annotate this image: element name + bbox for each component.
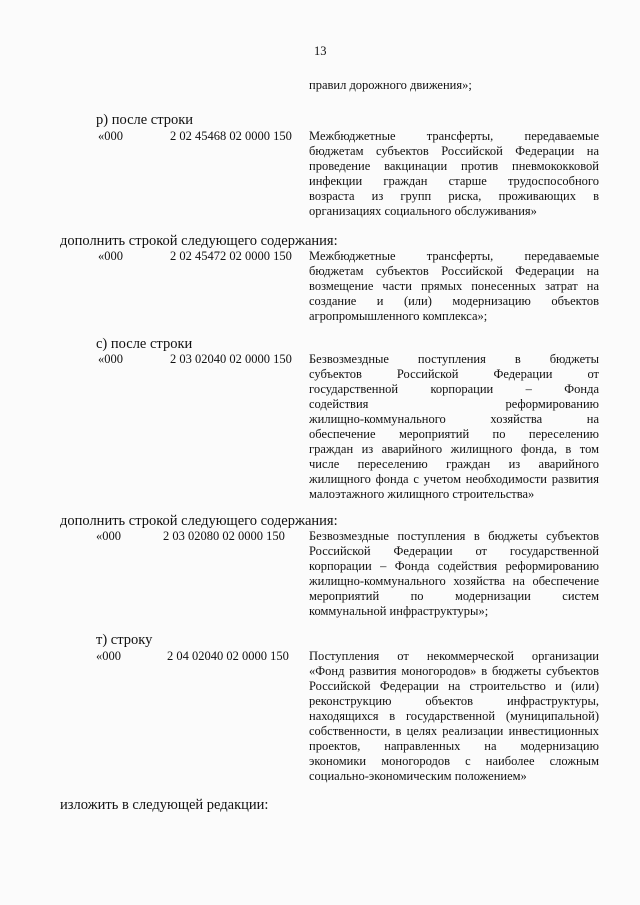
add-instruction-heading: дополнить строкой следующего содержания: xyxy=(60,513,338,529)
row-text-line: создание и (или) модернизацию объектов xyxy=(309,295,599,308)
row-text-line: граждан из аварийного жилищного фонда, в том xyxy=(309,443,599,456)
row-text-line: мероприятий по модернизации систем xyxy=(309,590,599,603)
row-text-line: агропромышленного комплекса»; xyxy=(309,310,488,323)
row-text-line: государственной корпорации – Фонда xyxy=(309,383,599,396)
row-code: «000 xyxy=(98,352,123,366)
row-text-line: экономики моногородов с наиболее сложным xyxy=(309,755,599,768)
row-kbk: 2 04 02040 02 0000 150 xyxy=(167,649,289,663)
row-text-line: бюджетам субъектов Российской Федерации на xyxy=(309,265,599,278)
row-text-line: Безвозмездные поступления в бюджеты субъектов xyxy=(309,530,599,543)
row-text-line: бюджетам субъектов Российской Федерации на xyxy=(309,145,599,158)
row-text-line: социально-экономическим положением» xyxy=(309,770,527,783)
section-heading-s: с) после строки xyxy=(96,336,193,352)
row-text-line: инфекции граждан старше трудоспособного xyxy=(309,175,599,188)
row-text-line: находящихся в государственной (муниципальной) xyxy=(309,710,599,723)
row-text-line: Безвозмездные поступления в бюджеты xyxy=(309,353,599,366)
continuation-line: правил дорожного движения»; xyxy=(309,78,472,92)
row-text-line: жилищного фонда с учетом необходимости развития xyxy=(309,473,599,486)
row-text-line: жилищно-коммунального хозяйства на xyxy=(309,413,599,426)
row-text-line: содействия реформированию xyxy=(309,398,599,411)
footer-instruction: изложить в следующей редакции: xyxy=(60,797,269,813)
row-code: «000 xyxy=(98,249,123,263)
row-text-line: малоэтажного жилищного строительства» xyxy=(309,488,535,501)
row-text-line: Межбюджетные трансферты, передаваемые xyxy=(309,130,599,143)
row-code: «000 xyxy=(96,529,121,543)
section-heading-r: р) после строки xyxy=(96,112,194,128)
row-code: «000 xyxy=(96,649,121,663)
row-text-line: проектов, направленных на модернизацию xyxy=(309,740,599,753)
row-text-line: субъектов Российской Федерации от xyxy=(309,368,599,381)
row-text-line: Российской Федерации от государственной xyxy=(309,545,599,558)
row-text-line: Российской Федерации на строительство и (или) xyxy=(309,680,599,693)
row-text-line: проведение вакцинации против пневмококковой xyxy=(309,160,599,173)
row-kbk: 2 03 02040 02 0000 150 xyxy=(170,352,292,366)
page-number: 13 xyxy=(314,44,327,58)
row-text-line: собственности, в целях реализации инвестиционных xyxy=(309,725,599,738)
row-kbk: 2 02 45472 02 0000 150 xyxy=(170,249,292,263)
row-text-line: обеспечение мероприятий по переселению xyxy=(309,428,599,441)
row-text-line: «Фонд развития моногородов» в бюджеты субъектов xyxy=(309,665,599,678)
row-text-line: Поступления от некоммерческой организации xyxy=(309,650,599,663)
add-instruction-heading: дополнить строкой следующего содержания: xyxy=(60,233,338,249)
row-code: «000 xyxy=(98,129,123,143)
row-text-line: жилищно-коммунального хозяйства на обеспечение xyxy=(309,575,599,588)
row-text-line: возмещение части прямых понесенных затрат на xyxy=(309,280,599,293)
row-text-line: коммунальной инфраструктуры»; xyxy=(309,605,489,618)
row-text-line: корпорации – Фонда содействия реформированию xyxy=(309,560,599,573)
row-kbk: 2 03 02080 02 0000 150 xyxy=(163,529,285,543)
row-text-line: Межбюджетные трансферты, передаваемые xyxy=(309,250,599,263)
row-text-line: организациях социального обслуживания» xyxy=(309,205,537,218)
row-text-line: реконструкцию объектов инфраструктуры, xyxy=(309,695,599,708)
row-text-line: возраста из групп риска, проживающих в xyxy=(309,190,599,203)
row-text-line: числе переселению граждан из аварийного xyxy=(309,458,599,471)
section-heading-t: т) строку xyxy=(96,632,153,648)
row-kbk: 2 02 45468 02 0000 150 xyxy=(170,129,292,143)
